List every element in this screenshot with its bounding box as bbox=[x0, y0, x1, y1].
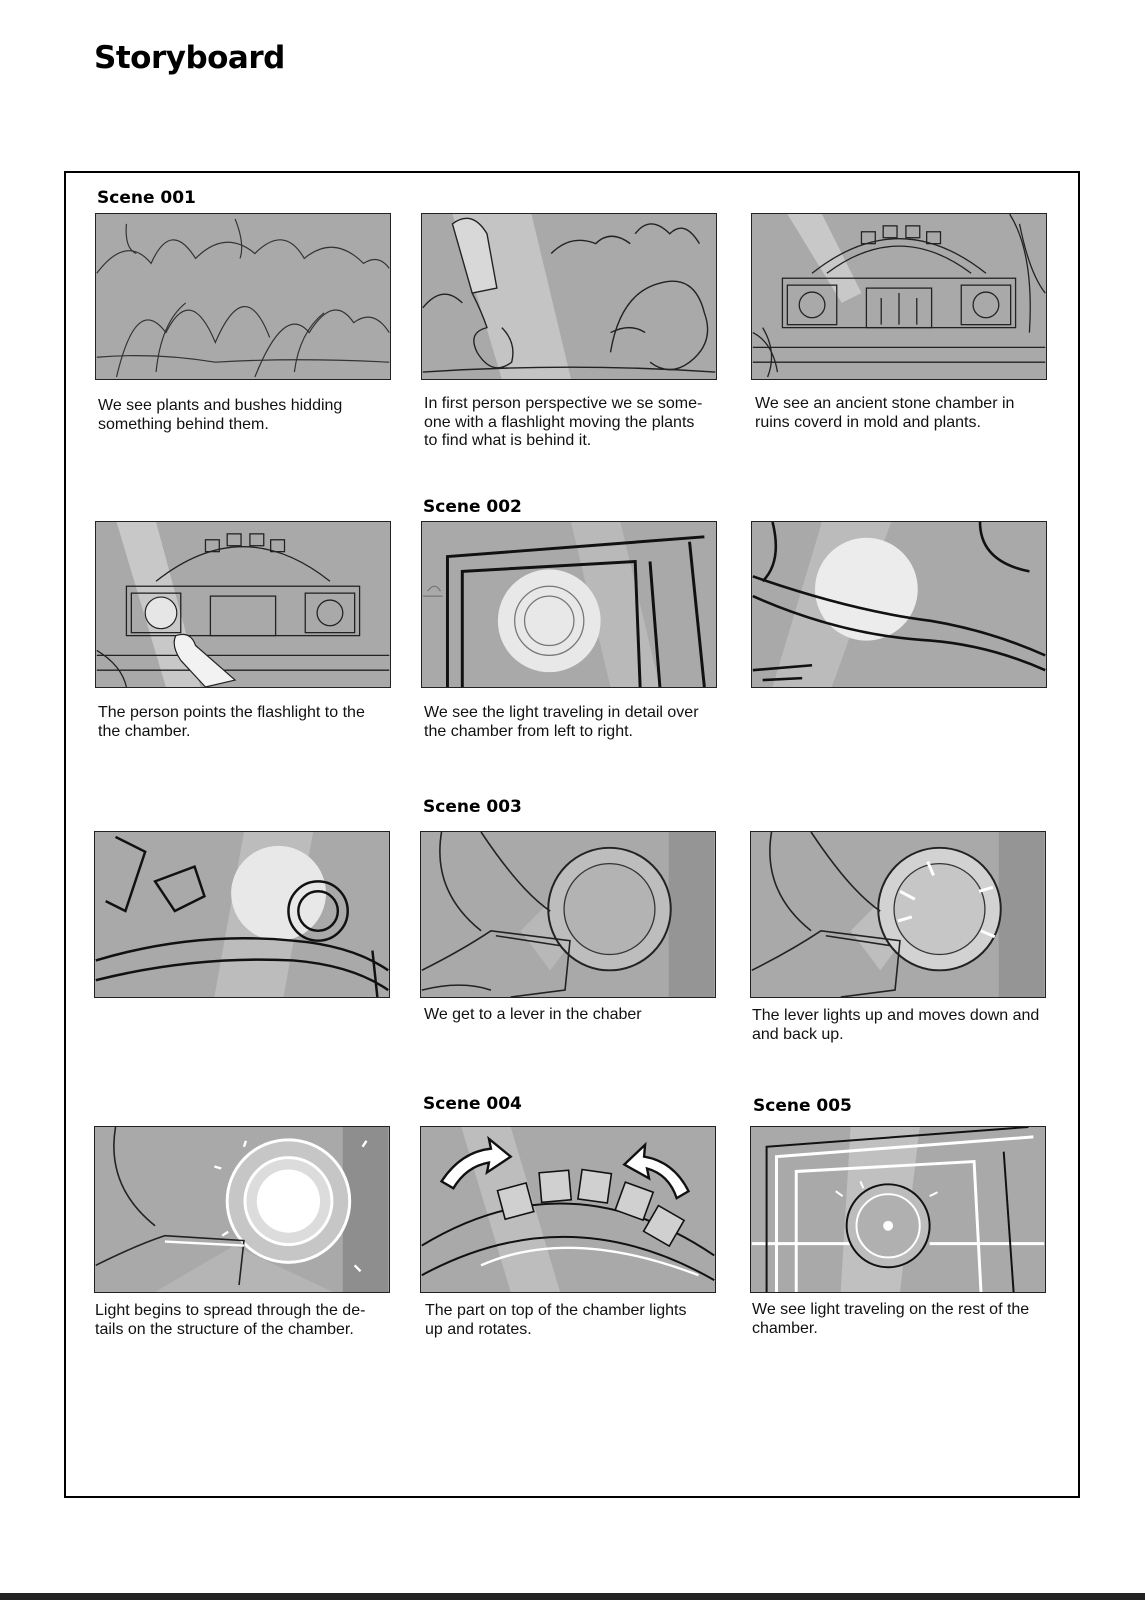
caption-panel-9: The lever lights up and moves down and and back up. bbox=[752, 1007, 1040, 1043]
caption-panel-5: We see the light traveling in detail over the chamber from left to right. bbox=[424, 704, 699, 740]
light-approaching-lever-sketch bbox=[95, 832, 389, 997]
storyboard-panel-2 bbox=[421, 213, 717, 380]
caption-panel-2: In first person perspective we se some- one with a flashlight moving the plants to find what is behind it. bbox=[424, 395, 703, 449]
scene-label-004: Scene 004 bbox=[423, 1094, 522, 1114]
light-spreading-sketch bbox=[95, 1127, 389, 1292]
caption-panel-11: The part on top of the chamber lights up and rotates. bbox=[425, 1302, 687, 1338]
storyboard-panel-4 bbox=[95, 521, 391, 688]
lever-sketch bbox=[421, 832, 715, 997]
plants-bushes-sketch bbox=[96, 214, 390, 379]
top-rotating-sketch bbox=[421, 1127, 715, 1292]
storyboard-panel-10 bbox=[94, 1126, 390, 1293]
scene-label-002: Scene 002 bbox=[423, 497, 522, 517]
storyboard-panel-7 bbox=[94, 831, 390, 998]
storyboard-panel-3 bbox=[751, 213, 1047, 380]
storyboard-panel-12 bbox=[750, 1126, 1046, 1293]
light-rest-chamber-sketch bbox=[751, 1127, 1045, 1292]
lever-lit-sketch bbox=[751, 832, 1045, 997]
hand-flashlight-sketch bbox=[422, 214, 716, 379]
storyboard-panel-8 bbox=[420, 831, 716, 998]
storyboard-panel-5 bbox=[421, 521, 717, 688]
caption-panel-4: The person points the flashlight to the the chamber. bbox=[98, 704, 365, 740]
page-bottom-bar bbox=[0, 1593, 1145, 1600]
caption-panel-3: We see an ancient stone chamber in ruins coverd in mold and plants. bbox=[755, 395, 1015, 431]
scene-label-003: Scene 003 bbox=[423, 797, 522, 817]
caption-panel-12: We see light traveling on the rest of the chamber. bbox=[752, 1301, 1030, 1337]
light-detail-left-sketch bbox=[422, 522, 716, 687]
caption-panel-8: We get to a lever in the chaber bbox=[424, 1006, 642, 1023]
flashlight-on-chamber-sketch bbox=[96, 522, 390, 687]
scene-label-001: Scene 001 bbox=[97, 188, 196, 208]
caption-panel-10: Light begins to spread through the de- tails on the structure of the chamber. bbox=[95, 1302, 366, 1338]
storyboard-panel-9 bbox=[750, 831, 1046, 998]
storyboard-panel-1 bbox=[95, 213, 391, 380]
light-detail-right-sketch bbox=[752, 522, 1046, 687]
page-title: Storyboard bbox=[94, 40, 285, 76]
stone-chamber-sketch bbox=[752, 214, 1046, 379]
storyboard-panel-6 bbox=[751, 521, 1047, 688]
caption-panel-1: We see plants and bushes hidding something behind them. bbox=[98, 397, 343, 433]
storyboard-panel-11 bbox=[420, 1126, 716, 1293]
scene-label-005: Scene 005 bbox=[753, 1096, 852, 1116]
